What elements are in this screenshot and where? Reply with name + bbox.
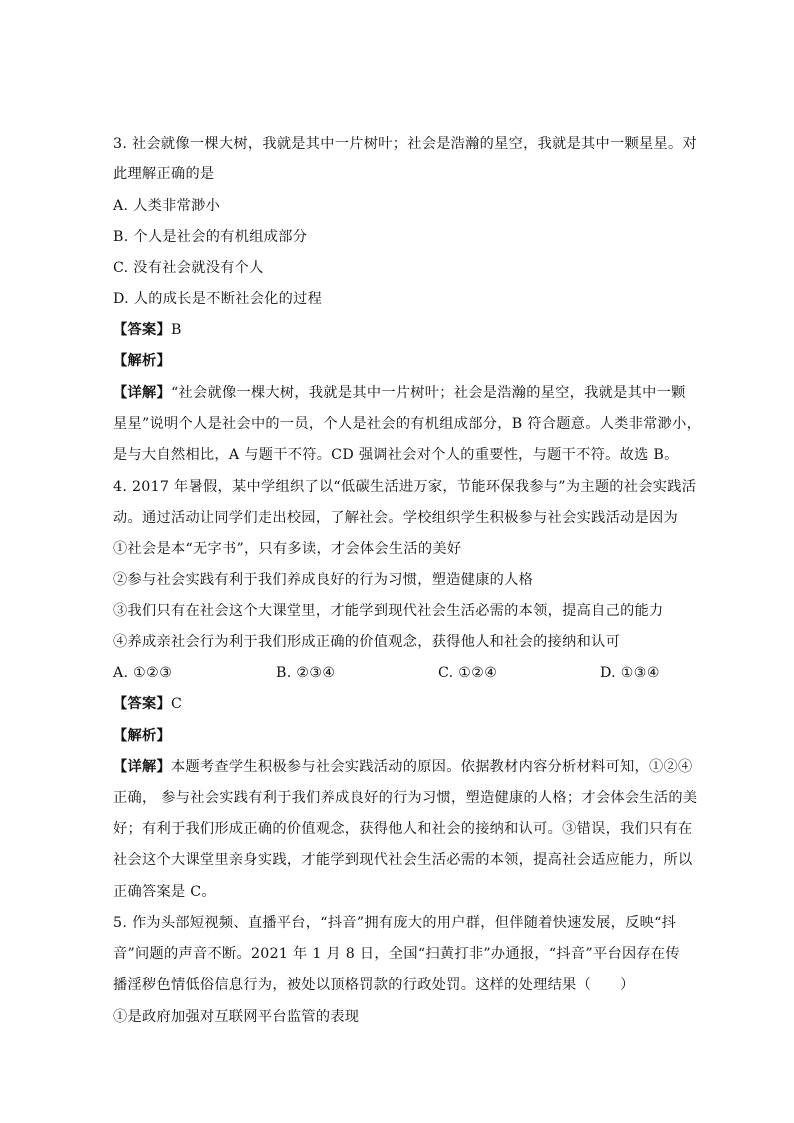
q4-item-4: ④养成亲社会行为利于我们形成正确的价值观念，获得他人和社会的接纳和认可 xyxy=(113,634,621,650)
q4-detail-tag: 【详解】 xyxy=(113,759,171,775)
q4-option-c: C. ①②④ xyxy=(438,665,498,681)
q4-option-b: B. ②③④ xyxy=(276,665,336,681)
q4-detail-line-5: 正确答案是 C。 xyxy=(113,884,216,900)
q4-answer-tag: 【答案】 xyxy=(113,696,171,712)
q3-answer xyxy=(113,320,182,340)
q3-option-b: B. 个人是社会的有机组成部分 xyxy=(113,229,308,245)
q3-option-d: D. 人的成长是不断社会化的过程 xyxy=(113,291,323,307)
q3-option-a: A. 人类非常渺小 xyxy=(113,198,221,214)
q4-item-1: ①社会是本“无字书”，只有多读，才会体会生活的美好 xyxy=(113,541,462,557)
q3-detail-line-2: 星星”说明个人是社会中的一员，个人是社会的有机组成部分，B 符合题意。人类非常渺小， xyxy=(113,416,702,432)
q5-item-1: ①是政府加强对互联网平台监管的表现 xyxy=(113,1009,360,1025)
q3-answer-value: B xyxy=(170,322,182,338)
q4-detail-text-1: 本题考查学生积极参与社会实践活动的原因。依据教材内容分析材料可知，①②④ xyxy=(170,759,693,775)
q3-option-c: C. 没有社会就没有个人 xyxy=(113,260,264,276)
q4-option-d: D. ①③④ xyxy=(600,665,660,681)
q4-detail-line-2: 正确， 参与社会实践有利于我们养成良好的行为习惯，塑造健康的人格；才会体会生活的美 xyxy=(113,790,698,806)
q3-stem-line-1: 3. 社会就像一棵大树，我就是其中一片树叶；社会是浩瀚的星空，我就是其中一颗星星。对 xyxy=(113,136,697,152)
q4-option-a: A. ①②③ xyxy=(113,665,173,681)
q3-detail-line-3: 是与大自然相比，A 与题干不符。CD 强调社会对个人的重要性，与题干不符。故选 B。 xyxy=(113,447,679,463)
q3-detail-text-1: “社会就像一棵大树，我就是其中一片树叶；社会是浩瀚的星空，我就是其中一颗 xyxy=(170,385,686,401)
q4-detail-line-4: 社会这个大课堂里亲身实践，才能学到现代社会生活必需的本领，提高社会适应能力，所以 xyxy=(113,852,693,868)
q4-stem-line-2: 动。通过活动让同学们走出校园，了解社会。学校组织学生积极参与社会实践活动是因为 xyxy=(113,510,679,526)
q4-stem-line-1: 4. 2017 年暑假，某中学组织了以“低碳生活进万家，节能环保我参与”为主题的社会实践活 xyxy=(113,479,697,495)
q3-detail-tag: 【详解】 xyxy=(113,385,171,401)
q4-detail-line-3: 好；有利于我们形成正确的价值观念，获得他人和社会的接纳和认可。③错误，我们只有在 xyxy=(113,821,693,837)
q3-answer-tag: 【答案】 xyxy=(113,322,171,338)
q4-answer-value: C xyxy=(170,696,183,712)
q5-stem-line-2: 音”问题的声音不断。2021 年 1 月 8 日，全国“扫黄打非”办通报，“抖音”平台因存在传 xyxy=(113,946,680,962)
q4-detail-line-1 xyxy=(113,757,693,777)
q4-item-2: ②参与社会实践有利于我们养成良好的行为习惯，塑造健康的人格 xyxy=(113,572,534,588)
q5-stem-line-3: 播淫秽色情低俗信息行为，被处以顶格罚款的行政处罚。这样的处理结果（ ） xyxy=(113,977,635,993)
q3-stem-line-2: 此理解正确的是 xyxy=(113,166,215,182)
q4-item-3: ③我们只有在社会这个大课堂里，才能学到现代社会生活必需的本领，提高自己的能力 xyxy=(113,603,664,619)
q4-answer xyxy=(113,694,182,714)
q3-detail-line-1 xyxy=(113,383,686,403)
q5-stem-line-1: 5. 作为头部短视频、直播平台，“抖音”拥有庞大的用户群，但伴随着快速发展，反映“抖 xyxy=(113,915,677,931)
q4-analysis-tag: 【解析】 xyxy=(113,728,171,744)
q3-analysis-tag: 【解析】 xyxy=(113,353,171,369)
q4-options-row xyxy=(113,663,660,683)
